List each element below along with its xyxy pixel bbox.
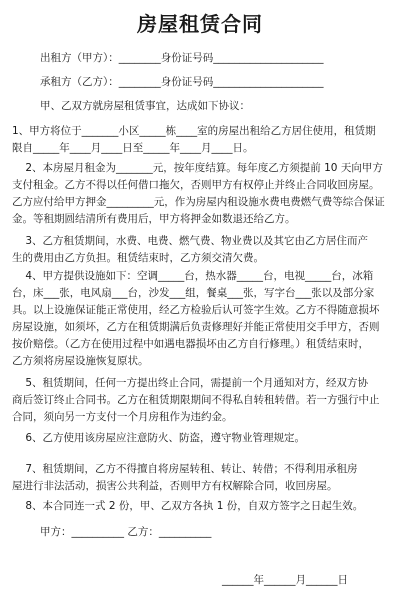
clause-line: 2、本房屋月租金为_______元，按年度结算。每年度乙方须提前 10 天向甲方 (12, 162, 383, 174)
clause-line: 乙方应付给甲方押金_________元，作为房屋内租设施水费电费燃气费等综合保证 (12, 196, 385, 208)
clause-line: 屋进行非法活动，损害公共利益，否则甲方有权解除合同，收回房屋。 (12, 480, 338, 492)
clause-8 (12, 498, 388, 515)
clause-line: 金。等租期圆结清所有费用后，甲方将押金如数退还给乙方。 (12, 213, 296, 225)
clause-4 (12, 268, 388, 370)
clause-line: 1、甲方将位于_______小区_____栋____室的房屋出租给乙方居住使用，租赁期 (12, 125, 376, 137)
clause-line: 4、甲方提供设施如下：空调_____台，热水器_____台，电视_____台，冰箱 (12, 270, 374, 282)
clause-7 (12, 461, 388, 495)
clause-line: 合同，须向另一方支付一个月房租作为违约金。 (12, 411, 233, 423)
clause-line: 8、本合同连一式 2 份，甲、乙双方各执 1 份，自双方签字之日起生效。 (12, 500, 364, 512)
document-title: 房屋租赁合同 (137, 12, 263, 36)
clause-line: 具。以上设施保证能正常使用，经乙方检验后认可签字生效。乙方不得随意损坏 (12, 304, 380, 316)
clause-line: 7、租赁期间，乙方不得擅自将房屋转租、转让、转借；不得利用承租房 (12, 463, 358, 475)
clause-3 (12, 233, 388, 267)
clause-line: 乙方须将房屋设施恢复原状。 (12, 355, 149, 367)
signature-line: 甲方：__________ 乙方：__________ (40, 526, 212, 538)
clause-line: 限自_____年____月____日至_____年____月____日。 (12, 142, 254, 154)
clause-line: 支付租金。乙方不得以任何借口拖欠，否则甲方有权停止并终止合同收回房屋。 (12, 179, 380, 191)
clause-2 (12, 160, 388, 228)
lessee-line: 承租方（乙方）：________身份证号码_____________________ (40, 76, 324, 88)
intro-line: 甲、乙双方就房屋租赁事宜，达成如下协议： (40, 100, 250, 112)
clause-line: 5、租赁期间，任何一方提出终止合同，需提前一个月通知对方，经双方协 (12, 377, 369, 389)
clause-6 (12, 430, 388, 447)
date-line: ______年______月______日 (222, 574, 348, 586)
clause-line: 房屋设施，如须坏，乙方在租赁期满后负责修理好并能正常使用交手甲方，否则 (12, 321, 380, 333)
clause-line: 台，床___张，电风扇___台，沙发___组，餐桌___张，写字台___张以及部分家 (12, 287, 375, 299)
clause-line: 商后签订终止合同书。乙方在租赁期限期间不得私自转租转借。若一方强行中止 (12, 394, 380, 406)
clause-1 (12, 123, 388, 157)
clause-line: 生的费用由乙方负担。租赁结束时，乙方须交清欠费。 (12, 252, 264, 264)
clause-5 (12, 375, 388, 426)
lessor-line: 出租方（甲方）：________身份证号码_____________________ (40, 52, 324, 64)
clause-line: 按价赔偿。（乙方在使用过程中如遇电器损坏由乙方自行修理。）租赁结束时， (12, 338, 369, 350)
clause-line: 6、乙方使用该房屋应注意防火、防盗，遵守物业管理规定。 (12, 432, 306, 444)
clause-line: 3、乙方租赁期间，水费、电费、燃气费、物业费以及其它由乙方居住而产 (12, 235, 369, 247)
